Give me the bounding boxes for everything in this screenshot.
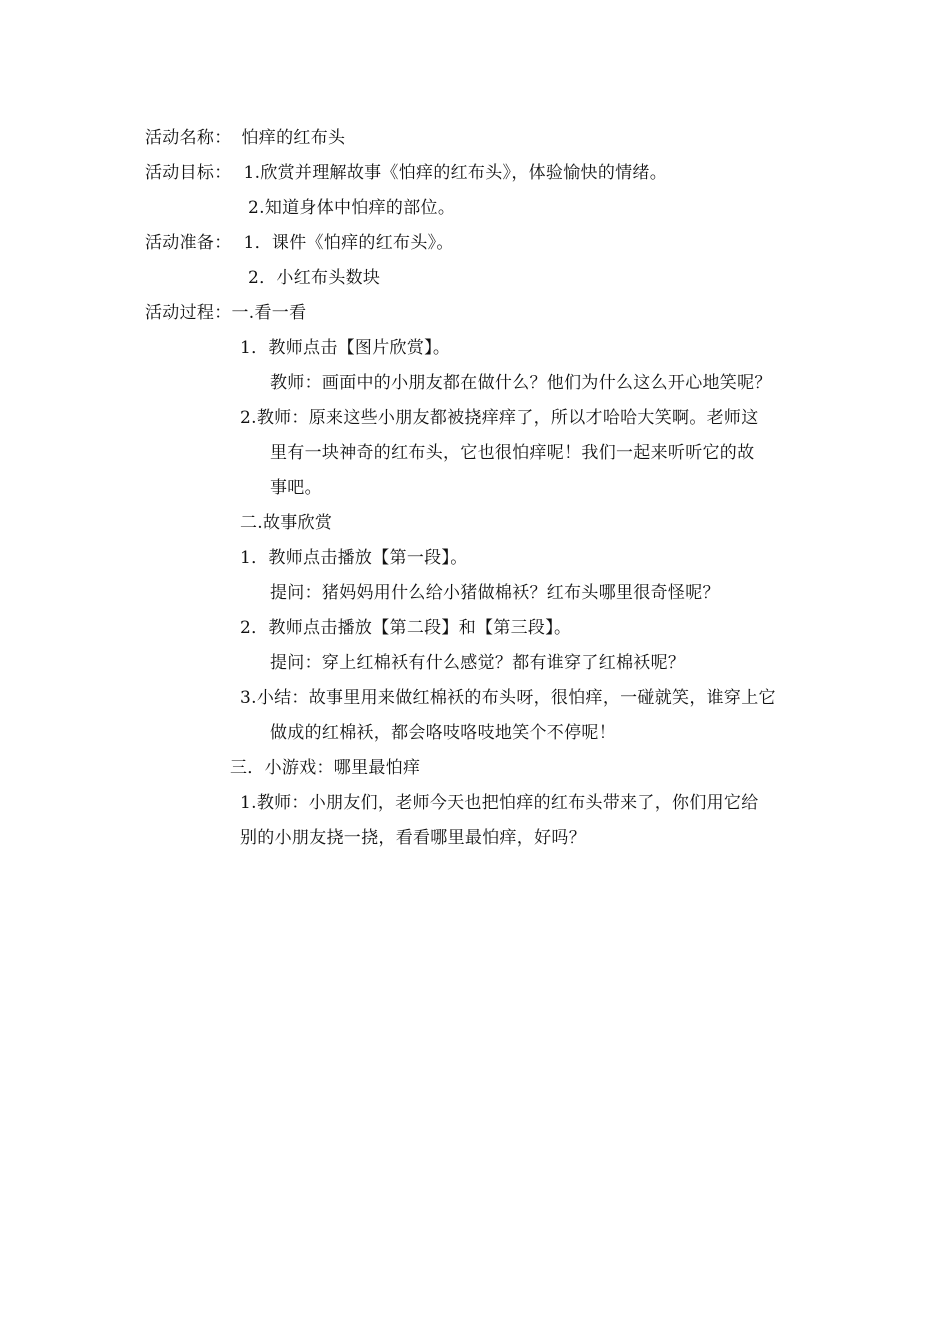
prep-item-1: 1．课件《怕痒的红布头》。 bbox=[243, 233, 454, 253]
activity-name-label: 活动名称： bbox=[145, 128, 232, 148]
section-1-line-4: 里有一块神奇的红布头，它也很怕痒呢！我们一起来听听它的故 bbox=[270, 443, 755, 463]
section-3-line-2: 别的小朋友挠一挠，看看哪里最怕痒，好吗？ bbox=[240, 828, 586, 848]
prep-item-2: 2．小红布头数块 bbox=[248, 268, 381, 288]
activity-goals-label: 活动目标： bbox=[145, 163, 232, 183]
section-1-line-3: 2.教师：原来这些小朋友都被挠痒痒了，所以才哈哈大笑啊。老师这 bbox=[240, 408, 759, 428]
activity-goals-row bbox=[145, 161, 667, 185]
activity-process-row bbox=[145, 301, 306, 325]
section-2-line-6: 做成的红棉袄，都会咯吱咯吱地笑个不停呢！ bbox=[270, 723, 616, 743]
section-2-line-1: 1．教师点击播放【第一段】。 bbox=[240, 548, 468, 568]
activity-prep-label: 活动准备： bbox=[145, 233, 232, 253]
section-1-line-1: 1．教师点击【图片欣赏】。 bbox=[240, 338, 451, 358]
section-2-line-5: 3.小结：故事里用来做红棉袄的布头呀，很怕痒，一碰就笑，谁穿上它 bbox=[240, 688, 776, 708]
activity-prep-row bbox=[145, 231, 454, 255]
activity-name-value: 怕痒的红布头 bbox=[241, 128, 346, 148]
section-3-line-1: 1.教师：小朋友们，老师今天也把怕痒的红布头带来了，你们用它给 bbox=[240, 793, 759, 813]
section-2-line-3: 2．教师点击播放【第二段】和【第三段】。 bbox=[240, 618, 572, 638]
goal-item-1: 1.欣赏并理解故事《怕痒的红布头》，体验愉快的情绪。 bbox=[243, 163, 668, 183]
section-1-title: 一.看一看 bbox=[231, 303, 307, 323]
activity-name-row bbox=[145, 126, 345, 150]
section-2-line-2: 提问：猪妈妈用什么给小猪做棉袄？红布头哪里很奇怪呢？ bbox=[270, 583, 720, 603]
section-1-line-2: 教师：画面中的小朋友都在做什么？他们为什么这么开心地笑呢？ bbox=[270, 373, 772, 393]
activity-process-label: 活动过程： bbox=[145, 303, 232, 323]
section-1-line-5: 事吧。 bbox=[270, 478, 322, 498]
section-2-line-4: 提问：穿上红棉袄有什么感觉？都有谁穿了红棉袄呢？ bbox=[270, 653, 686, 673]
section-3-title: 三．小游戏：哪里最怕痒 bbox=[230, 758, 421, 778]
goal-item-2: 2.知道身体中怕痒的部位。 bbox=[248, 198, 456, 218]
section-2-title: 二.故事欣赏 bbox=[240, 513, 333, 533]
